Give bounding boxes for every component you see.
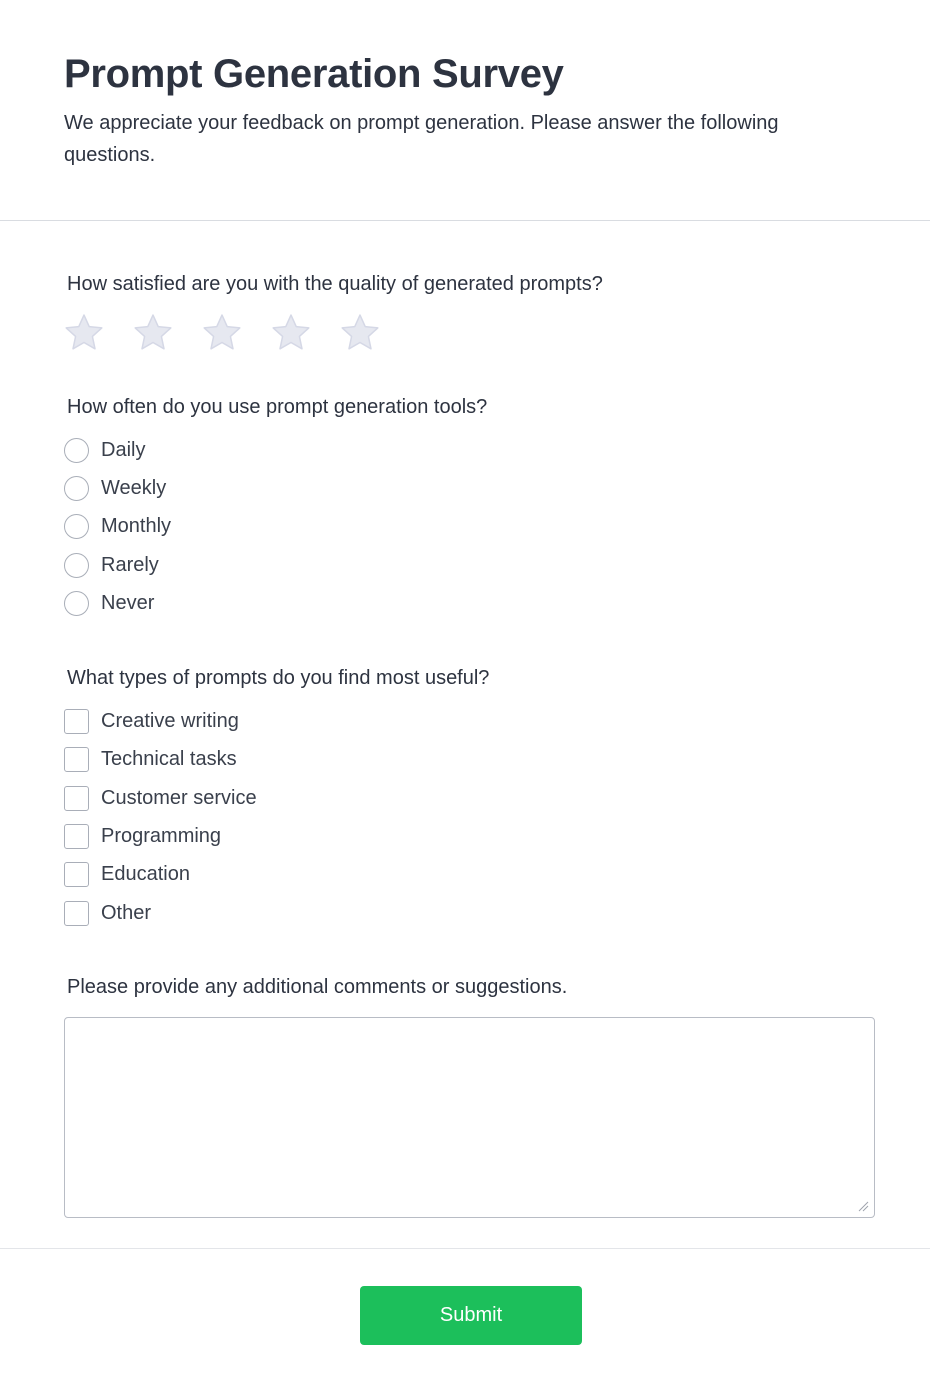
checkbox-option-education[interactable] <box>64 861 190 887</box>
submit-button[interactable]: Submit <box>360 1286 582 1345</box>
star-icon-5[interactable] <box>340 313 380 353</box>
checkbox[interactable] <box>64 824 89 849</box>
checkbox-label: Customer service <box>101 786 257 809</box>
radio-button[interactable] <box>64 438 89 463</box>
page-subtitle: We appreciate your feedback on prompt generation. Please answer the following questions. <box>64 112 779 166</box>
page-title: Prompt Generation Survey <box>64 52 564 96</box>
checkbox[interactable] <box>64 901 89 926</box>
checkbox-label: Education <box>101 862 190 885</box>
radio-option-never[interactable] <box>64 590 154 616</box>
question-satisfaction-label: How satisfied are you with the quality of generated prompts? <box>67 273 603 295</box>
radio-button[interactable] <box>64 476 89 501</box>
star-rating <box>64 313 409 353</box>
radio-label: Monthly <box>101 514 172 537</box>
star-icon-1[interactable] <box>64 313 104 353</box>
footer-divider <box>0 1248 930 1249</box>
checkbox-option-creative-writing[interactable] <box>64 708 239 734</box>
checkbox-label: Technical tasks <box>101 747 237 770</box>
star-icon-2[interactable] <box>133 313 173 353</box>
radio-label: Rarely <box>101 553 159 576</box>
radio-option-rarely[interactable] <box>64 552 159 578</box>
radio-option-monthly[interactable] <box>64 513 171 539</box>
radio-button[interactable] <box>64 553 89 578</box>
resize-handle-icon[interactable] <box>857 1200 869 1212</box>
star-icon-3[interactable] <box>202 313 242 353</box>
radio-label: Daily <box>101 438 146 461</box>
checkbox-label: Other <box>101 901 152 924</box>
radio-option-daily[interactable] <box>64 437 145 463</box>
question-comments-label: Please provide any additional comments or suggestions. <box>67 976 568 998</box>
checkbox-option-programming[interactable] <box>64 823 221 849</box>
checkbox-label: Programming <box>101 824 222 847</box>
comments-textarea[interactable] <box>64 1017 875 1218</box>
checkbox-option-other[interactable] <box>64 900 151 926</box>
radio-option-weekly[interactable] <box>64 475 166 501</box>
checkbox-option-technical-tasks[interactable] <box>64 746 237 772</box>
checkbox-label: Creative writing <box>101 709 239 732</box>
survey-header <box>0 0 930 221</box>
radio-label: Never <box>101 591 155 614</box>
question-frequency-label: How often do you use prompt generation tools? <box>67 396 488 418</box>
radio-button[interactable] <box>64 514 89 539</box>
star-icon-4[interactable] <box>271 313 311 353</box>
checkbox[interactable] <box>64 709 89 734</box>
checkbox-option-customer-service[interactable] <box>64 785 257 811</box>
checkbox[interactable] <box>64 747 89 772</box>
radio-label: Weekly <box>101 476 167 499</box>
checkbox[interactable] <box>64 862 89 887</box>
checkbox[interactable] <box>64 786 89 811</box>
question-prompt-types-label: What types of prompts do you find most useful? <box>67 667 490 689</box>
radio-button[interactable] <box>64 591 89 616</box>
